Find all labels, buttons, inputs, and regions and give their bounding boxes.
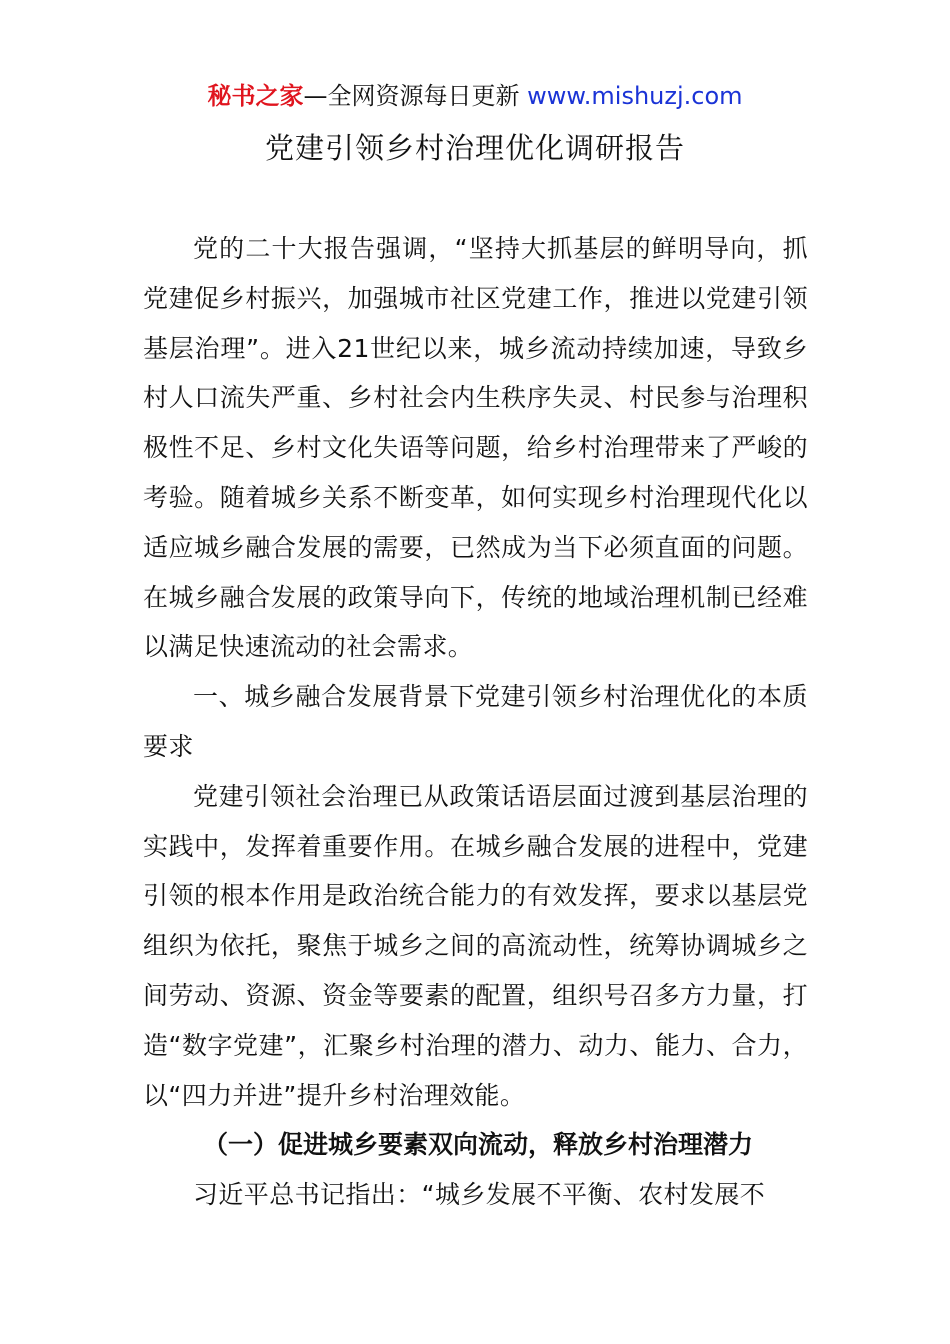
section-heading: 一、城乡融合发展背景下党建引领乡村治理优化的本质要求 [143,682,808,761]
subsection-paragraph: 习近平总书记指出：“城乡发展不平衡、农村发展不 [193,1180,766,1210]
section-paragraph: 党建引领社会治理已从政策话语层面过渡到基层治理的实践中，发挥着重要作用。在城乡融合发展的进程中，党建引领的根本作用是政治统合能力的有效发挥，要求以基层党组织为依托，聚焦于城乡之间的高流动性，统筹协调城乡之间劳动、资源、资金等要素的配置，组织号召多方力量，打造“数字党建”，汇聚乡村治理的潜力、动力、能力、合力，以“四力并进”提升乡村治理效能。 [143,781,808,1110]
subsection-heading: （一）促进城乡要素双向流动，释放乡村治理潜力 [203,1130,754,1160]
site-tagline: —全网资源每日更新 [303,82,520,110]
intro-paragraph: 党的二十大报告强调，“坚持大抓基层的鲜明导向，抓党建促乡村振兴，加强城市社区党建工作，推进以党建引领基层治理”。进入21世纪以来，城乡流动持续加速，导致乡村人口流失严重、乡村社会内生秩序失灵、村民参与治理积极性不足、乡村文化失语等问题，给乡村治理带来了严峻的考验。随着城乡关系不断变革，如何实现乡村治理现代化以适应城乡融合发展的需要，已然成为当下必须直面的问题。在城乡融合发展的政策导向下，传统的地域治理机制已经难以满足快速流动的社会需求。 [143,234,808,662]
site-url-link[interactable]: www.mishuzj.com [527,82,743,110]
document-body [143,224,808,1220]
document-title: 党建引领乡村治理优化调研报告 [264,131,685,165]
site-brand: 秘书之家 [207,82,304,110]
site-header [0,80,950,112]
